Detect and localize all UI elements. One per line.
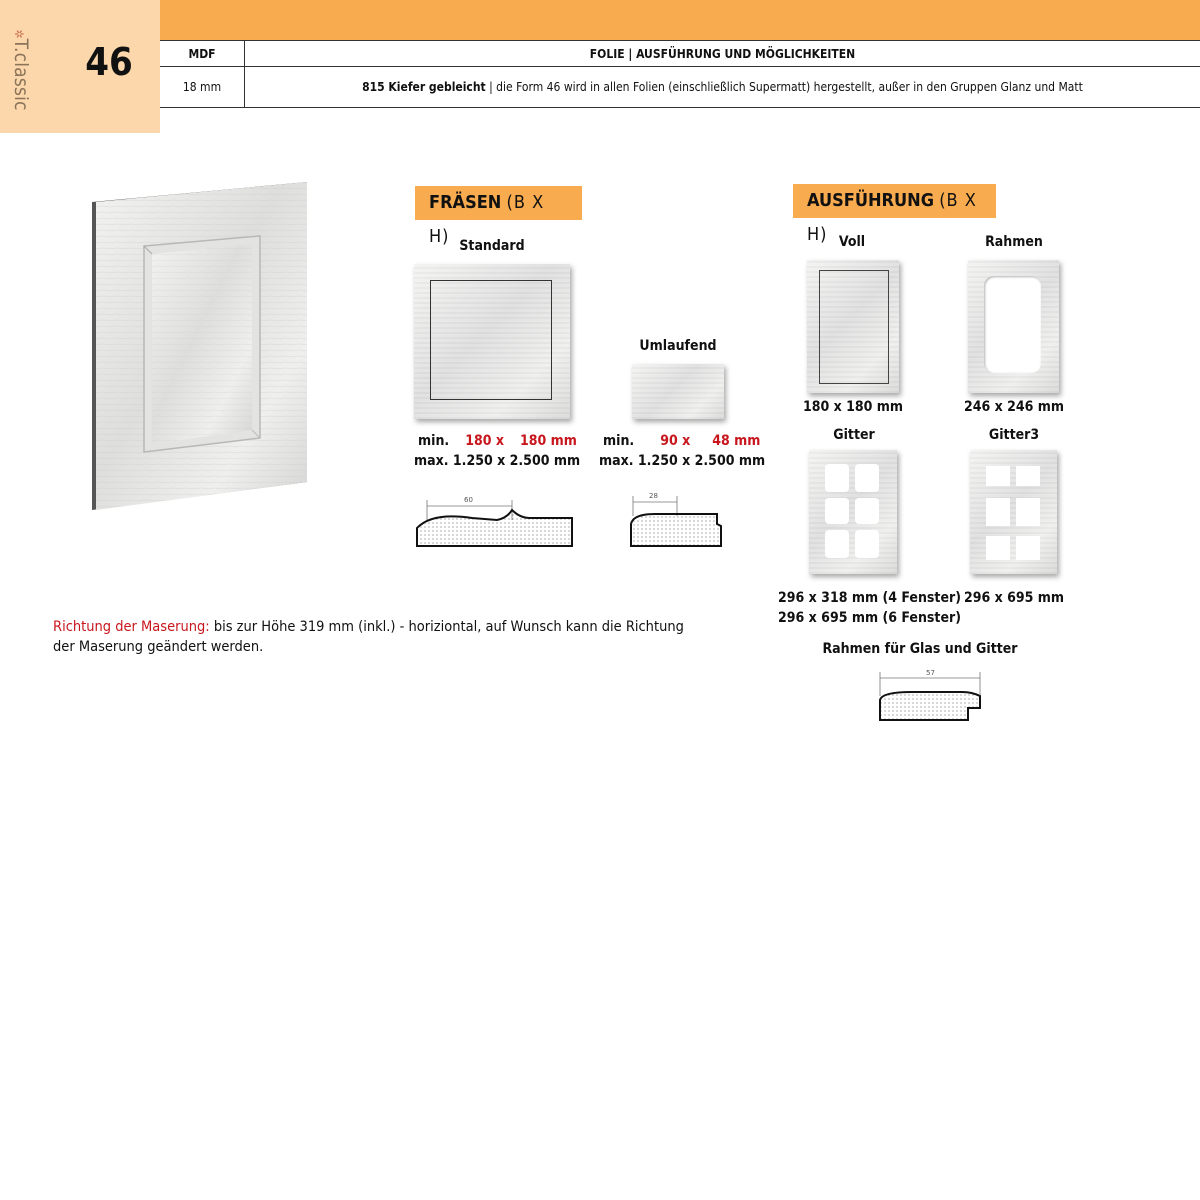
gitter-dimension-1: 296 x 318 mm (4 Fenster) — [778, 590, 961, 606]
rahmen-label: Rahmen — [985, 234, 1043, 250]
thickness-cell: 18 mm — [160, 67, 245, 108]
material-header: MDF — [160, 41, 245, 67]
gitter3-label: Gitter3 — [988, 427, 1040, 443]
grain-direction-note — [53, 617, 693, 657]
standard-profile-diagram — [412, 490, 577, 550]
rahmen-panel-image — [968, 260, 1059, 393]
brand-name: T.classic — [10, 38, 32, 111]
umlaufend-min-height: 48 mm — [712, 433, 761, 449]
standard-min-width: 180 x — [465, 433, 504, 449]
gitter3-panel-image — [970, 450, 1057, 574]
rahmen-dimension: 246 x 246 mm — [963, 399, 1065, 415]
frame-profile-diagram — [872, 666, 987, 726]
spec-table-header-row — [160, 41, 1200, 67]
spec-table-row — [160, 67, 1200, 108]
brand-flower-icon: ✲ — [12, 29, 26, 39]
spec-table — [160, 40, 1200, 108]
fraesen-title: FRÄSEN — [429, 192, 502, 213]
door-front-image — [82, 180, 322, 520]
voll-panel-image — [807, 260, 899, 393]
umlaufend-label: Umlaufend — [639, 338, 717, 354]
decor-description: | die Form 46 wird in allen Folien (einschließlich Supermatt) hergestellt, außer in den Gruppen Glanz und Matt — [485, 80, 1083, 94]
umlaufend-min-prefix: min. — [603, 433, 635, 449]
fraesen-unit: (B X H) — [429, 192, 545, 247]
description-cell — [245, 67, 1200, 108]
standard-profile-width: 60 — [464, 496, 473, 504]
voll-label: Voll — [838, 234, 866, 250]
voll-dimension: 180 x 180 mm — [802, 399, 904, 415]
decor-name: 815 Kiefer gebleicht — [362, 80, 486, 94]
standard-max: max. 1.250 x 2.500 mm — [414, 453, 581, 469]
gitter-label: Gitter — [833, 427, 875, 443]
gitter-dimension-2: 296 x 695 mm (6 Fenster) — [778, 610, 961, 626]
umlaufend-profile-diagram — [625, 488, 730, 550]
umlaufend-min — [603, 433, 760, 449]
frame-profile-width: 57 — [926, 669, 935, 677]
frame-profile-label: Rahmen für Glas und Gitter — [822, 641, 1018, 657]
grain-direction-text: bis zur Höhe 319 mm (inkl.) - horiziontal, auf Wunsch kann die Richtung der Maserung geändert werden. — [53, 619, 684, 655]
gitter-panel-image — [809, 450, 897, 574]
gitter3-dimension: 296 x 695 mm — [963, 590, 1065, 606]
standard-label: Standard — [459, 238, 525, 254]
ausfuehrung-title: AUSFÜHRUNG — [807, 190, 935, 211]
umlaufend-panel-image — [632, 364, 724, 419]
grain-direction-label: Richtung der Maserung: — [53, 619, 210, 635]
umlaufend-max: max. 1.250 x 2.500 mm — [599, 453, 766, 469]
standard-min — [418, 433, 577, 449]
standard-min-height: 180 mm — [520, 433, 577, 449]
model-number: 46 — [85, 40, 133, 84]
umlaufend-profile-width: 28 — [649, 492, 658, 500]
standard-min-prefix: min. — [418, 433, 450, 449]
ausfuehrung-unit: (B X H) — [807, 190, 977, 245]
brand-logo — [6, 30, 36, 110]
header-accent-bar — [160, 0, 1200, 40]
description-header: FOLIE | AUSFÜHRUNG UND MÖGLICHKEITEN — [245, 41, 1200, 67]
umlaufend-min-width: 90 x — [660, 433, 691, 449]
standard-panel-image — [414, 264, 570, 419]
